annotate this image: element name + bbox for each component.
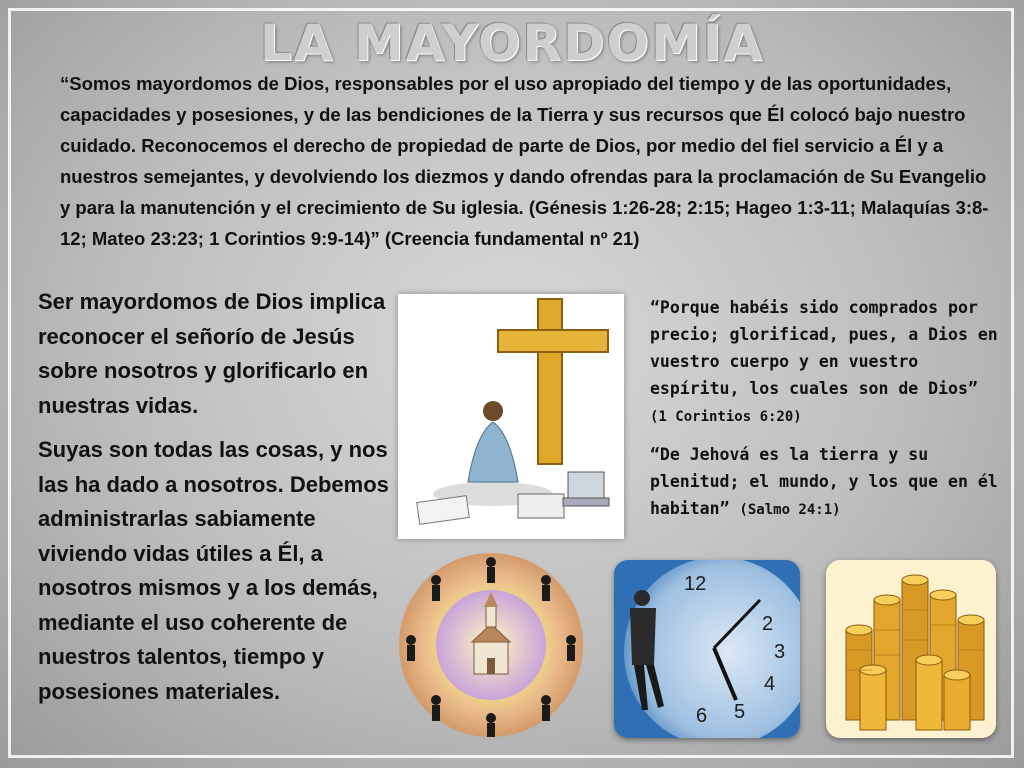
quote-salmo-ref: (Salmo 24:1) (739, 502, 841, 518)
left-paragraph-1: Ser mayordomos de Dios implica reconocer el señorío de Jesús sobre nosotros y glorificarlo en nuestras vidas. (38, 289, 386, 418)
left-paragraph-2: Suyas son todas las cosas, y nos las ha dado a nosotros. Debemos administrarlas sabiamente viviendo vidas útiles a Él, a nosotros mismos y a los demás, mediante el uso coherente de nuestros talentos, tiempo y posesiones materiales. (38, 437, 389, 704)
slide-title: LA MAYORDOMÍA (259, 14, 765, 72)
church-workers-wheel-image (396, 550, 586, 740)
main-quote: “Somos mayordomos de Dios, responsables por el uso apropiado del tiempo y de las oportunidades, capacidades y posesiones, y de las bendiciones de la Tierra y sus recursos que Él colocó bajo nuestro cuidado. Reconocemos el derecho de propiedad de parte de Dios, por medio del fiel servicio a Él y a nuestros semejantes, y devolviendo los diezmos y dando ofrendas para la proclamación de Su Evangelio y para la manutención y el crecimiento de Su iglesia. (Génesis 1:26-28; 2:15; Hageo 1:3-11; Malaquías 3:8-12; Mateo 23:23; 1 Corintios 9:9-14)” (Creencia fundamental nº 21) (60, 73, 989, 249)
businessman-clock-image (614, 560, 800, 738)
gold-coins-image (826, 560, 996, 738)
svg-text:2: 2 (762, 613, 774, 635)
cross-kneeling-person-image (398, 294, 624, 539)
svg-text:3: 3 (774, 641, 786, 663)
right-quotes-block (650, 294, 1000, 534)
quote-salmo-text: “De Jehová es la tierra y su plenitud; el mundo, y los que en él habitan” (650, 445, 998, 518)
quote-corintios-ref: (1 Corintios 6:20) (650, 409, 802, 425)
left-text-block (38, 285, 393, 719)
svg-text:12: 12 (684, 573, 707, 595)
svg-text:6: 6 (696, 705, 708, 727)
quote-corintios (650, 294, 1000, 431)
svg-text:4: 4 (764, 673, 776, 695)
svg-text:5: 5 (734, 701, 746, 723)
quote-salmo (650, 441, 1000, 524)
quote-corintios-text: “Porque habéis sido comprados por precio; glorificad, pues, a Dios en vuestro cuerpo y en vuestro espíritu, los cuales son de Dios” (650, 298, 998, 398)
